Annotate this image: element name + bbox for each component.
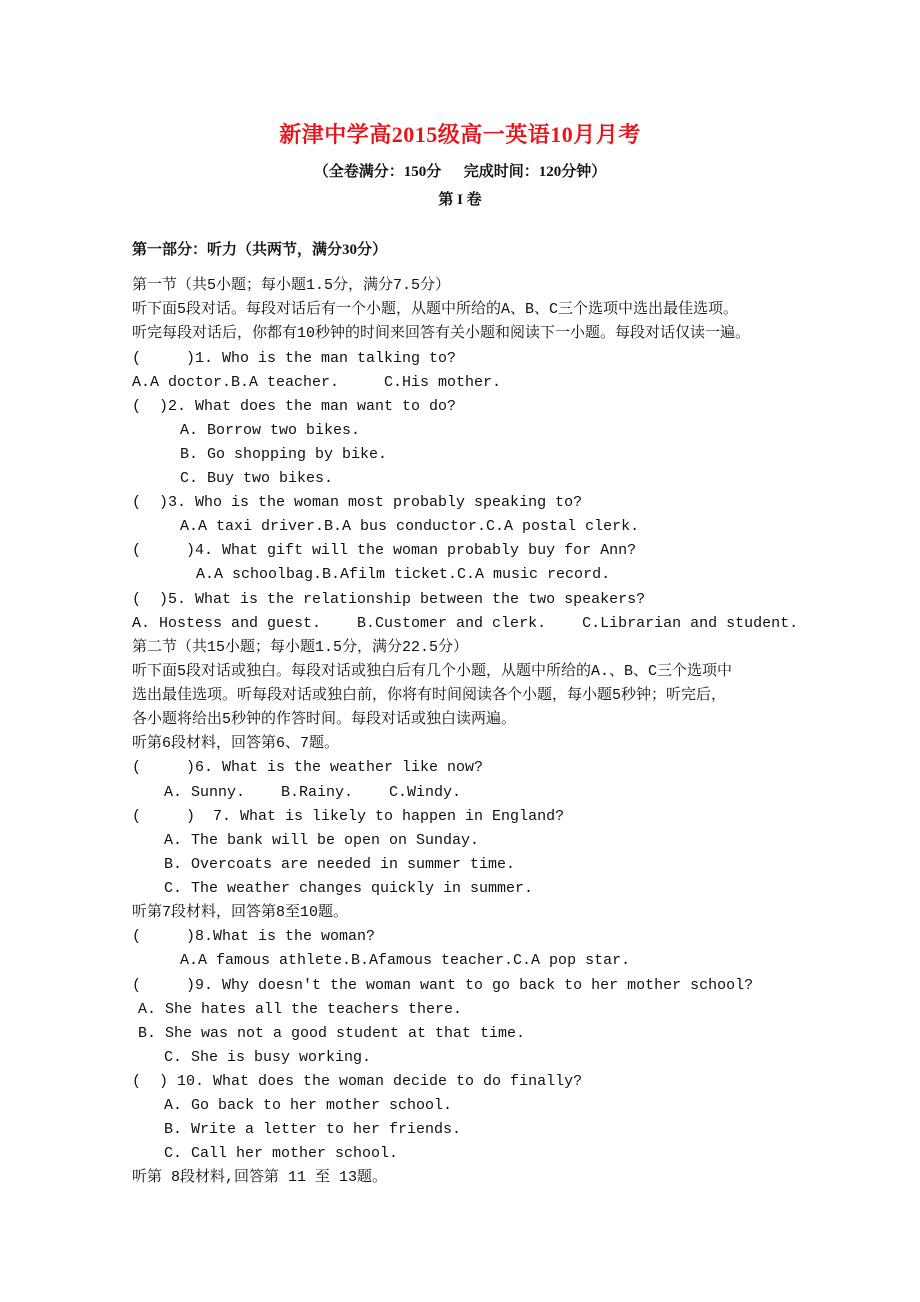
option: B. She was not a good student at that time. <box>138 1025 526 1042</box>
material-heading: 听第7段材料，回答第8至10题。 <box>132 904 349 921</box>
section2-heading: 第二节（共15小题；每小题1.5分，满分22.5分） <box>132 639 469 656</box>
option: C. Call her mother school. <box>164 1145 399 1162</box>
question: ( )4. What gift will the woman probably buy for Ann? <box>132 542 637 559</box>
instructions: 听下面5段对话或独白。每段对话或独白后有几个小题，从题中所给的A.、B、C三个选项中 <box>132 663 733 680</box>
options: A.A doctor.B.A teacher. C.His mother. <box>132 374 502 391</box>
instructions: 各小题将给出5秒钟的作答时间。每段对话或独白读两遍。 <box>132 711 517 728</box>
option: B. Overcoats are needed in summer time. <box>164 856 516 873</box>
exam-subtitle: （全卷满分：150分 完成时间：120分钟） <box>313 164 607 180</box>
question: ( )6. What is the weather like now? <box>132 759 484 776</box>
option: A. Borrow two bikes. <box>180 422 361 439</box>
option: C. The weather changes quickly in summer. <box>164 880 534 897</box>
instructions: 选出最佳选项。听每段对话或独白前，你将有时间阅读各个小题，每小题5秒钟；听完后， <box>132 687 727 704</box>
options: A. Sunny. B.Rainy. C.Windy. <box>164 784 462 801</box>
option: A. The bank will be open on Sunday. <box>164 832 480 849</box>
instructions: 听下面5段对话。每段对话后有一个小题，从题中所给的A、B、C三个选项中选出最佳选项。 <box>132 301 739 318</box>
question: ( )3. Who is the woman most probably speaking to? <box>132 494 583 511</box>
section1-heading: 第一节（共5小题；每小题1.5分，满分7.5分） <box>132 277 451 294</box>
options: A. Hostess and guest. B.Customer and clerk. C.Librarian and student. <box>132 615 799 632</box>
question: ( ) 7. What is likely to happen in England? <box>132 808 565 825</box>
material-heading: 听第 8段材料,回答第 11 至 13题。 <box>132 1169 388 1186</box>
options: A.A schoolbag.B.Afilm ticket.C.A music record. <box>196 566 611 583</box>
exam-title: 新津中学高2015级高一英语10月月考 <box>279 122 641 147</box>
options: A.A famous athlete.B.Afamous teacher.C.A pop star. <box>180 952 631 969</box>
option: C. She is busy working. <box>164 1049 372 1066</box>
question: ( )2. What does the man want to do? <box>132 398 457 415</box>
option: A. She hates all the teachers there. <box>138 1001 463 1018</box>
instructions: 听完每段对话后，你都有10秒钟的时间来回答有关小题和阅读下一小题。每段对话仅读一遍。 <box>132 325 751 342</box>
question: ( )8.What is the woman? <box>132 928 376 945</box>
question: ( )9. Why doesn't the woman want to go back to her mother school? <box>132 977 754 994</box>
question: ( )1. Who is the man talking to? <box>132 350 457 367</box>
material-heading: 听第6段材料，回答第6、7题。 <box>132 735 340 752</box>
question: ( )5. What is the relationship between the two speakers? <box>132 591 646 608</box>
option: C. Buy two bikes. <box>180 470 334 487</box>
option: B. Go shopping by bike. <box>180 446 388 463</box>
volume-heading: 第 I 卷 <box>438 192 482 208</box>
part1-heading: 第一部分：听力（共两节，满分30分） <box>132 242 388 258</box>
question: ( ) 10. What does the woman decide to do finally? <box>132 1073 583 1090</box>
option: A. Go back to her mother school. <box>164 1097 453 1114</box>
option: B. Write a letter to her friends. <box>164 1121 462 1138</box>
options: A.A taxi driver.B.A bus conductor.C.A postal clerk. <box>180 518 640 535</box>
